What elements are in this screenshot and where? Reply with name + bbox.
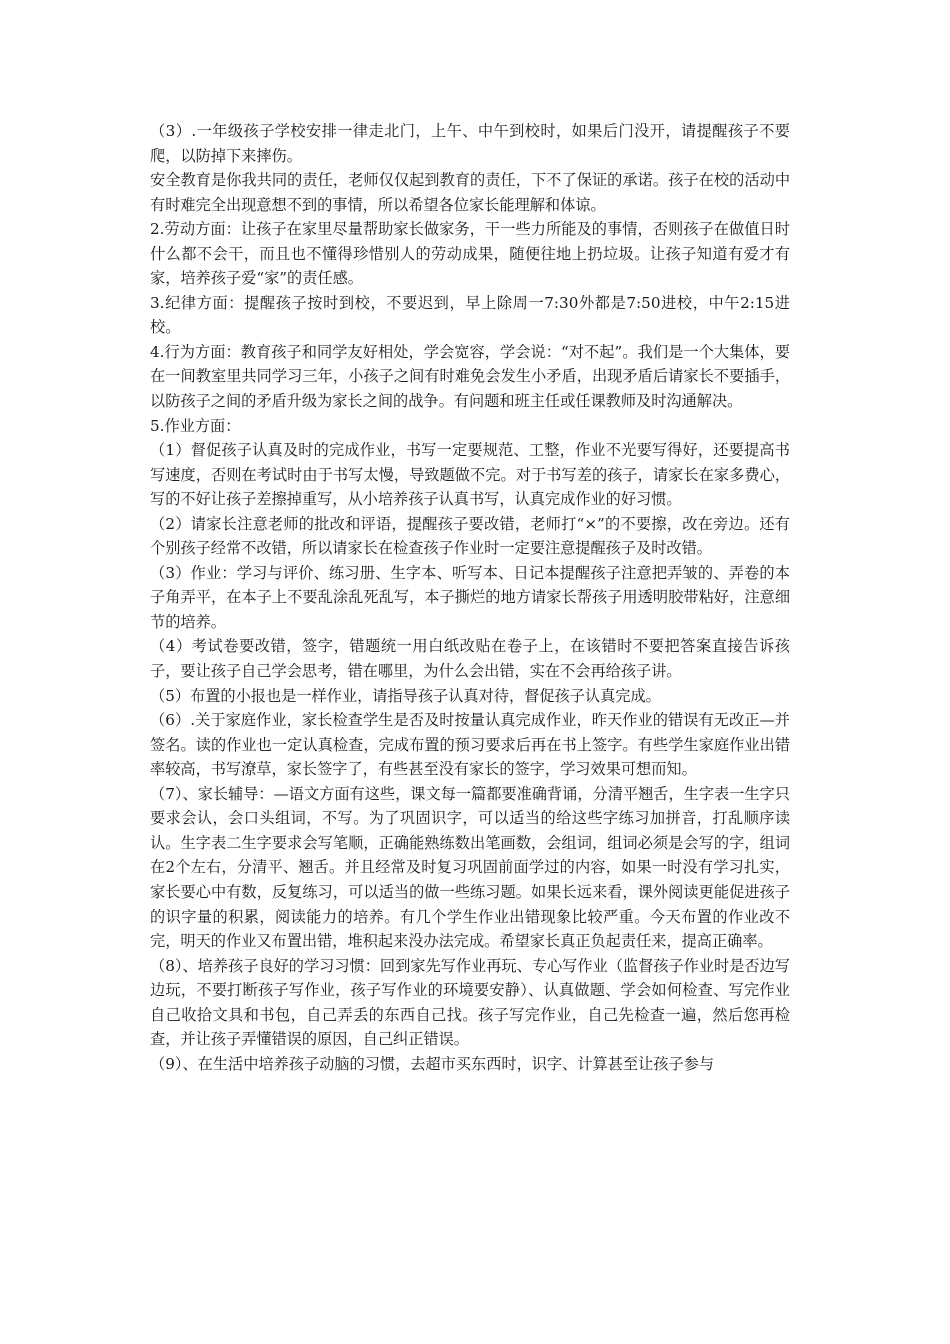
paragraph-homework-6: （6）.关于家庭作业，家长检查学生是否及时按量认真完成作业，昨天作业的错误有无改正—并签名。读的作业也一定认真检查，完成布置的预习要求后再在书上签字。有些学生家庭作业出错率较高，书写潦草，家长签字了，有些甚至没有家长的签字，学习效果可想而知。 bbox=[150, 711, 790, 779]
paragraph-homework-2: （2）请家长注意老师的批改和评语，提醒孩子要改错，老师打“×”的不要擦，改在旁边。还有个别孩子经常不改错，所以请家长在检查孩子作业时一定要注意提醒孩子及时改错。 bbox=[150, 514, 790, 558]
paragraph-homework-7: （7）、家长辅导：—语文方面有这些，课文每一篇都要准确背诵，分清平翘舌，生字表一生字只要求会认，会口头组词，不写。为了巩固识字，可以适当的给这些字练习加拼音，打乱顺序读认。生字表二生字要求会写笔顺，正确能熟练数出笔画数，会组词，组词必须是会写的字，组词在2个左右，分清平、翘舌。并且经常及时复习巩固前面学过的内容，如果一时没有学习扎实，家长要心中有数，反复练习，可以适当的做一些练习题。如果长远来看，课外阅读更能促进孩子的识字量的积累，阅读能力的培养。有几个学生作业出错现象比较严重。今天布置的作业改不完，明天的作业又布置出错，堆积起来没办法完成。希望家长真正负起责任来，提高正确率。 bbox=[150, 784, 790, 951]
document-body bbox=[150, 119, 790, 1076]
paragraph-homework-8: （8）、培养孩子良好的学习习惯：回到家先写作业再玩、专心写作业（监督孩子作业时是否边写边玩，不要打断孩子写作业，孩子写作业的环境要安静）、认真做题、学会如何检查、写完作业自己收拾文具和书包，自己弄丢的东西自己找。孩子写完作业，自己先检查一遍，然后您再检查，并让孩子弄懂错误的原因，自己纠正错误。 bbox=[150, 956, 790, 1049]
paragraph-homework-1: （1）督促孩子认真及时的完成作业，书写一定要规范、工整，作业不光要写得好，还要提高书写速度，否则在考试时由于书写太慢，导致题做不完。对于书写差的孩子，请家长在家多费心，写的不好让孩子差擦掉重写，从小培养孩子认真书写，认真完成作业的好习惯。 bbox=[150, 441, 790, 509]
paragraph-discipline: 3.纪律方面：提醒孩子按时到校，不要迟到，早上除周一7:30外都是7:50进校，中午2:15进校。 bbox=[150, 293, 790, 337]
paragraph-safety-responsibility: 安全教育是你我共同的责任，老师仅仅起到教育的责任，下不了保证的承诺。孩子在校的活动中有时难完全出现意想不到的事情，所以希望各位家长能理解和体谅。 bbox=[150, 171, 790, 214]
paragraph-behavior: 4.行为方面：教育孩子和同学友好相处，学会宽容，学会说：“对不起”。我们是一个大集体，要在一间教室里共同学习三年，小孩子之间有时难免会发生小矛盾，出现矛盾后请家长不要插手，以防孩子之间的矛盾升级为家长之间的战争。有问题和班主任或任课教师及时沟通解决。 bbox=[150, 342, 790, 411]
paragraph-homework-5: （5）布置的小报也是一样作业，请指导孩子认真对待，督促孩子认真完成。 bbox=[150, 686, 661, 705]
paragraph-safety-north-gate: （3）.一年级孩子学校安排一律走北门，上午、中午到校时，如果后门没开，请提醒孩子不要爬，以防掉下来摔伤。 bbox=[150, 122, 790, 165]
paragraph-homework-3: （3）作业：学习与评价、练习册、生字本、听写本、日记本提醒孩子注意把弄皱的、弄卷的本子角弄平，在本子上不要乱涂乱死乱写，本子撕烂的地方请家长帮孩子用透明胶带粘好，注意细节的培养。 bbox=[150, 563, 790, 631]
paragraph-homework-heading: 5.作业方面： bbox=[150, 416, 241, 435]
paragraph-labor: 2.劳动方面：让孩子在家里尽量帮助家长做家务，干一些力所能及的事情，否则孩子在做值日时什么都不会干，而且也不懂得珍惜别人的劳动成果，随便往地上扔垃圾。让孩子知道有爱才有家，培养孩子爱“家”的责任感。 bbox=[150, 220, 790, 288]
paragraph-homework-9: （9）、在生活中培养孩子动脑的习惯，去超市买东西时，识字、计算甚至让孩子参与 bbox=[150, 1054, 715, 1073]
paragraph-homework-4: （4）考试卷要改错，签字，错题统一用白纸改贴在卷子上，在该错时不要把答案直接告诉孩子，要让孩子自己学会思考，错在哪里，为什么会出错，实在不会再给孩子讲。 bbox=[150, 637, 790, 681]
